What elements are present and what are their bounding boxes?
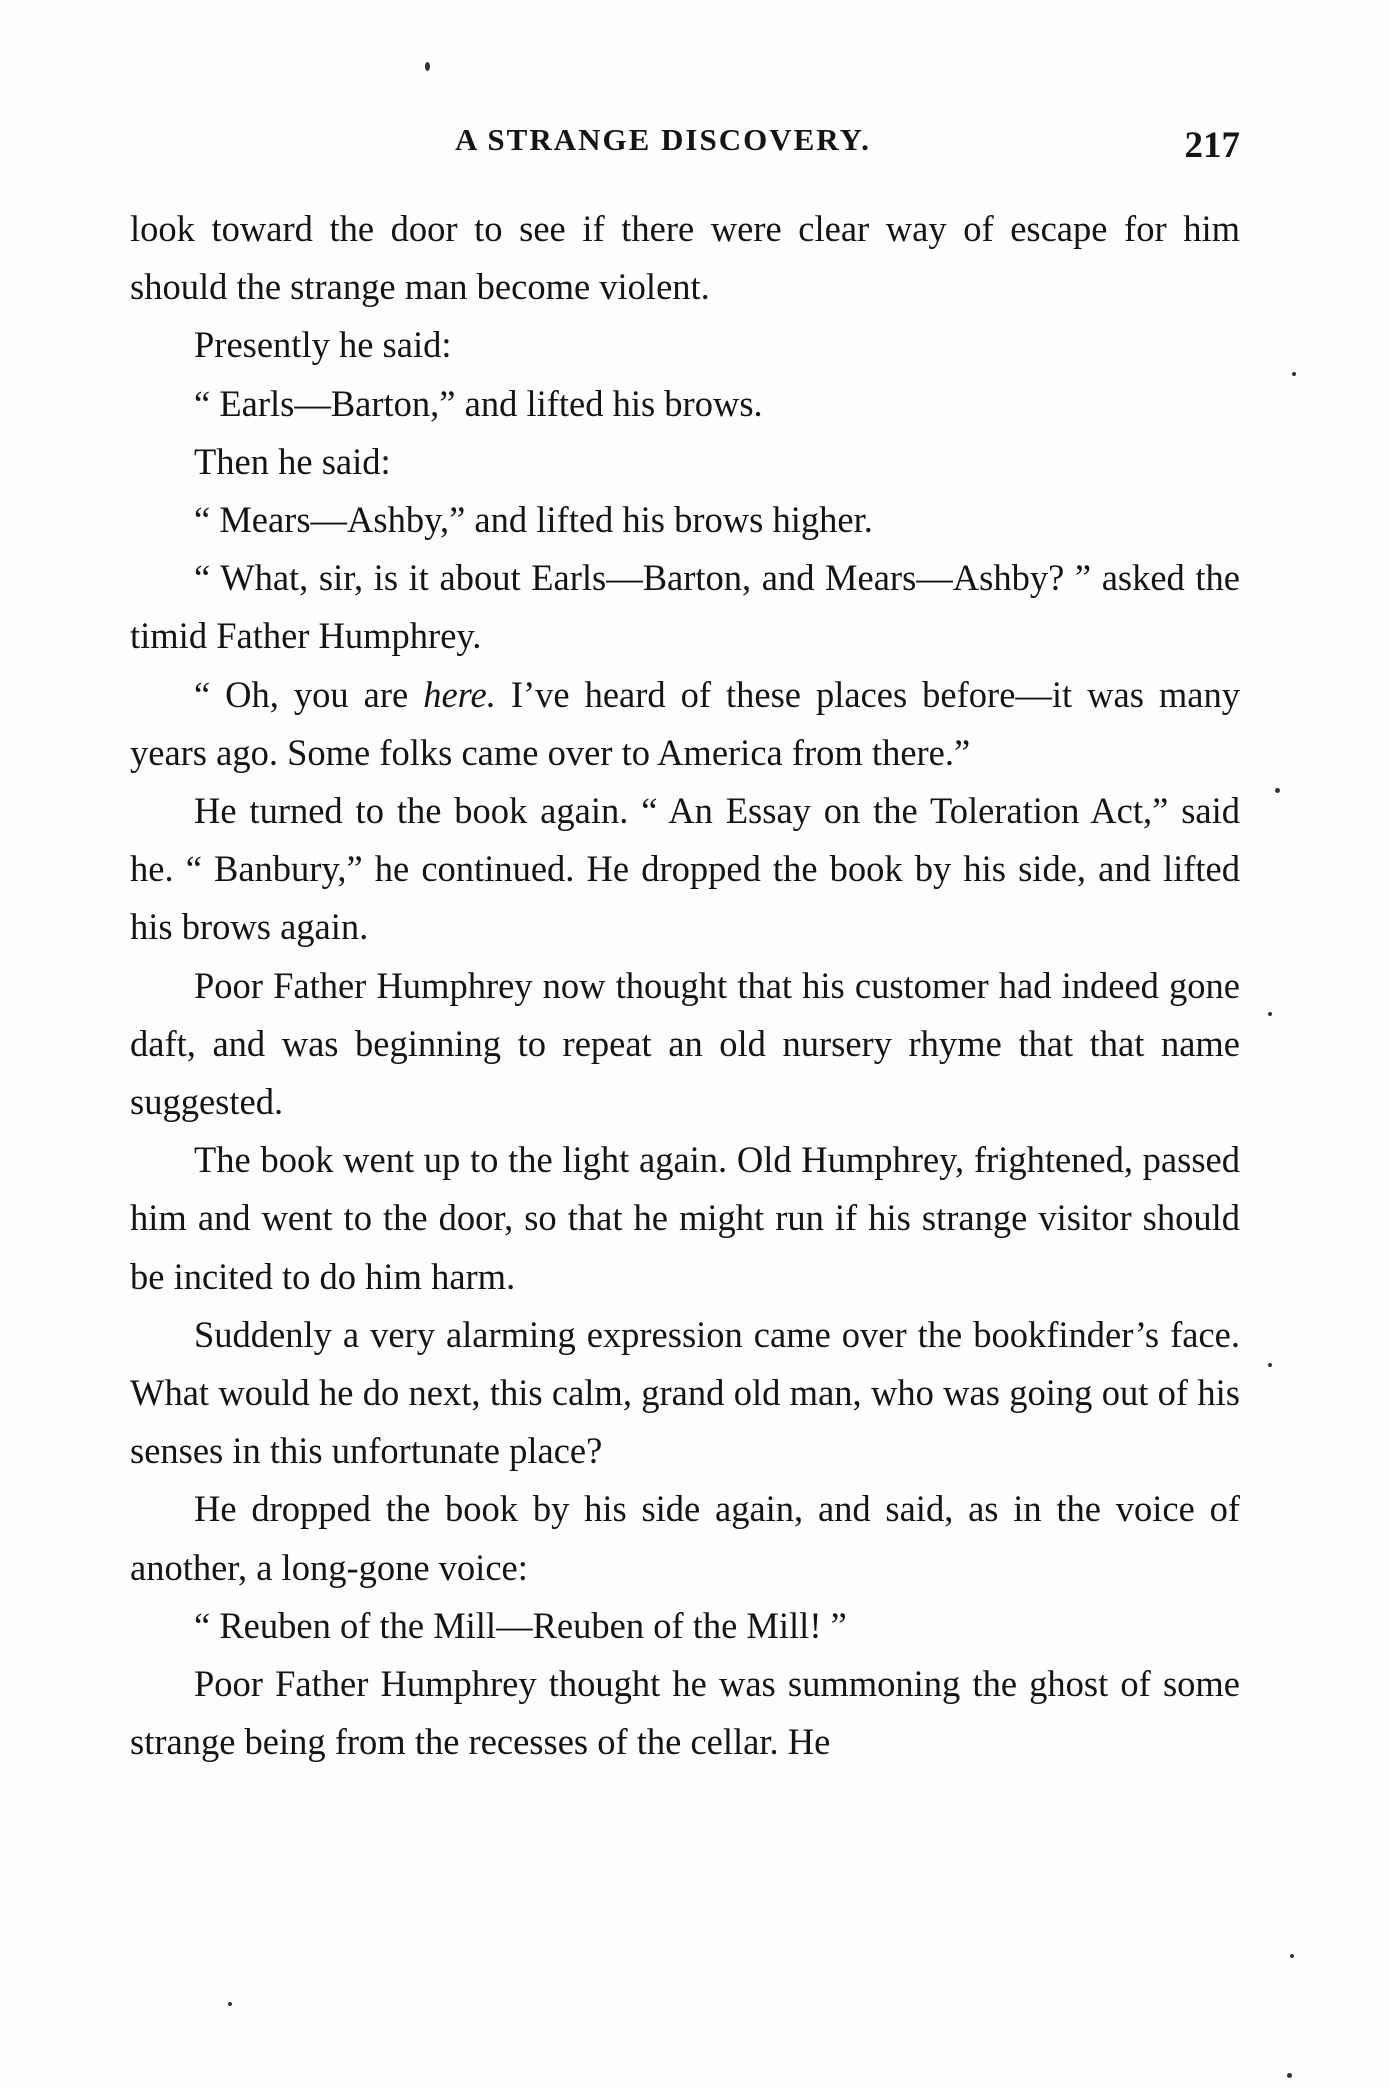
paragraph: “ What, sir, is it about Earls—Barton, and Mears—Ashby? ” asked the timid Father Humphrey.: [130, 557, 1240, 657]
paragraph: Suddenly a very alarming expression came over the bookfinder’s face. What would he do next, this calm, grand old man, who was going out of his senses in this unfortunate place?: [130, 1313, 1240, 1472]
page-number: 217: [1184, 125, 1240, 166]
paragraph-text: “ Oh, you are: [194, 673, 424, 715]
running-title: A STRANGE DISCOVERY.: [455, 122, 871, 157]
paragraph: “ Earls—Barton,” and lifted his brows.: [194, 382, 763, 424]
ink-speck: [1290, 1954, 1294, 1958]
ink-speck: [1275, 788, 1280, 793]
paragraph: The book went up to the light again. Old Humphrey, frightened, passed him and went to the door, so that he might run if his strange visitor should be incited to do him harm.: [130, 1139, 1240, 1297]
paragraph: He dropped the book by his side again, and said, as in the voice of another, a long-gone voice:: [130, 1488, 1240, 1588]
paragraph: He turned to the book again. “ An Essay on the Toleration Act,” said he. “ Banbury,” he continued. He dropped the book by his side, and lifted his brows again.: [130, 790, 1240, 948]
paragraph: Poor Father Humphrey now thought that his customer had indeed gone daft, and was beginning to repeat an old nursery rhyme that that name suggested.: [130, 964, 1240, 1123]
paragraph: “ Mears—Ashby,” and lifted his brows higher.: [194, 499, 873, 541]
paragraph: Presently he said:: [194, 324, 452, 366]
ink-speck: [1287, 2073, 1292, 2078]
paragraph: look toward the door to see if there were clear way of escape for him should the strange man become violent.: [130, 208, 1240, 308]
page-header: [130, 122, 1240, 174]
paragraph-text: I’ve heard of these places before—it was many years ago. Some folks came over to America from there.”: [130, 673, 1241, 773]
ink-speck: [425, 62, 430, 71]
ink-speck: [1268, 1363, 1272, 1367]
paragraph: “ Reuben of the Mill—Reuben of the Mill! ”: [194, 1604, 847, 1646]
body-text: [130, 200, 1240, 1771]
paragraph: Then he said:: [194, 440, 391, 482]
ink-speck: [228, 2002, 232, 2006]
paragraph: Poor Father Humphrey thought he was summoning the ghost of some strange being from the recesses of the cellar. He: [130, 1663, 1240, 1763]
emphasis-text: here.: [423, 673, 496, 715]
ink-speck: [1268, 1012, 1272, 1016]
ink-speck: [1292, 372, 1296, 376]
paragraph: [130, 666, 1240, 782]
